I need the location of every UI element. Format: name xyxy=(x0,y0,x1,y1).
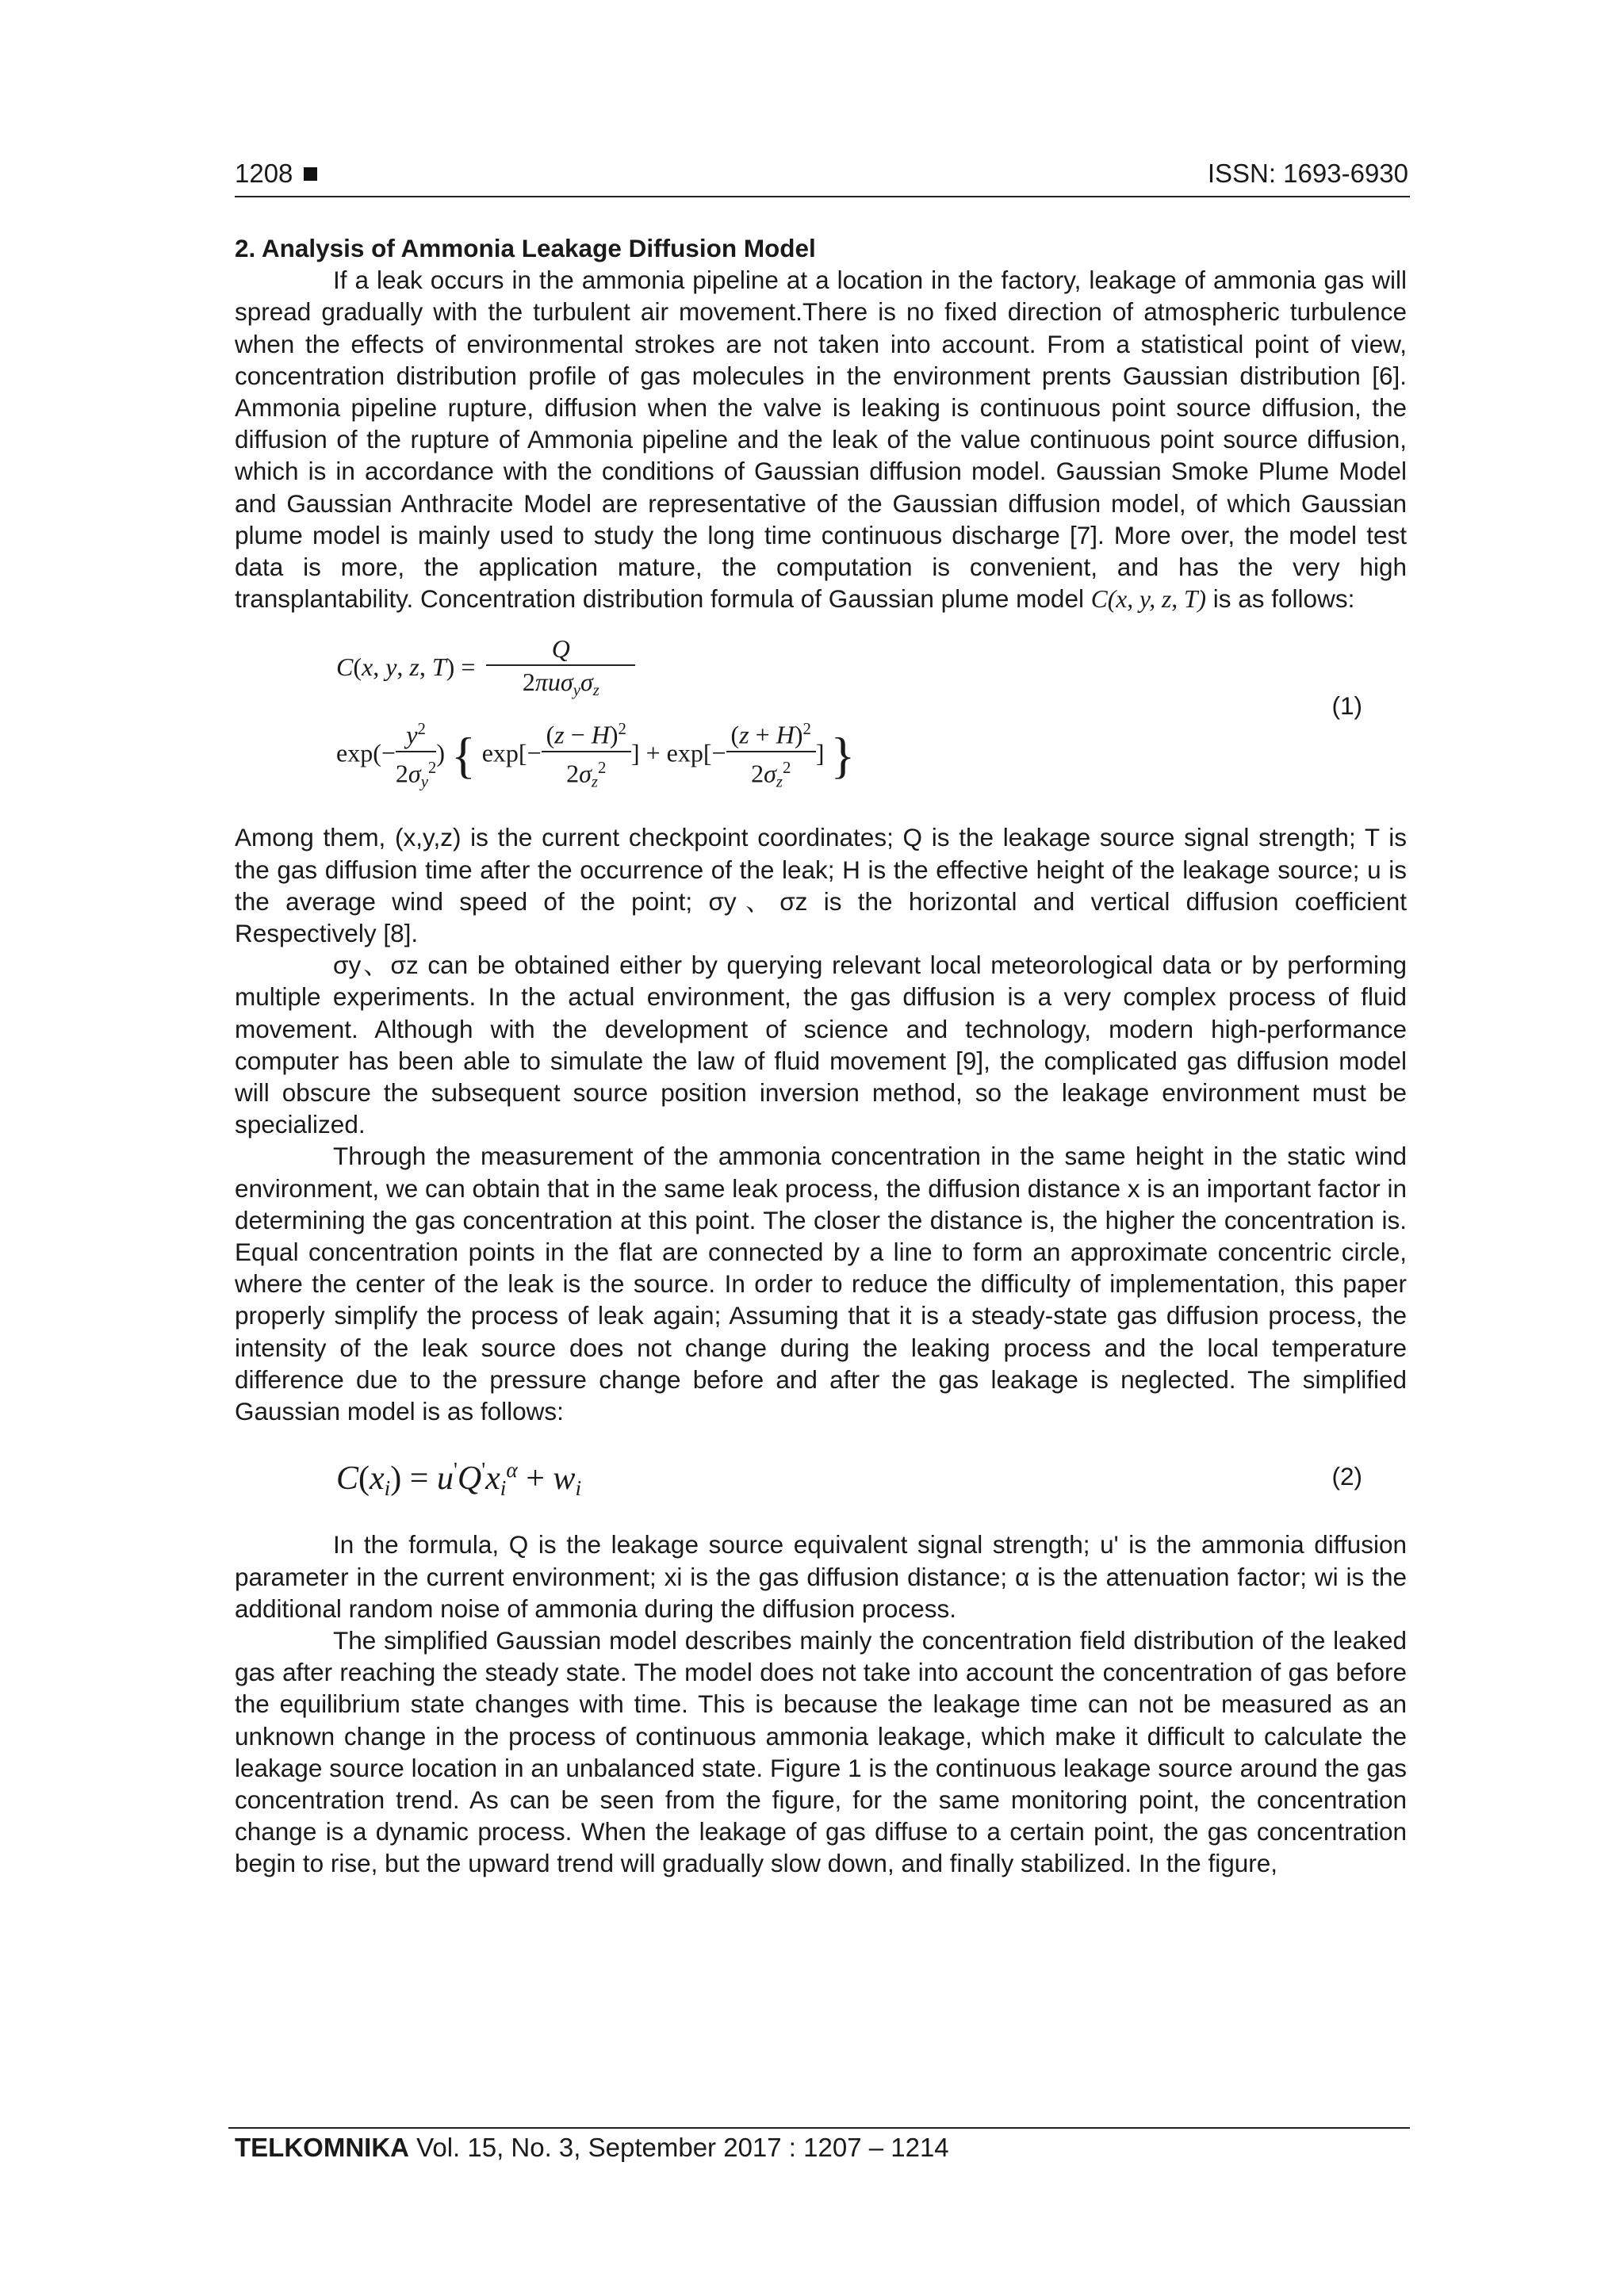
paragraph-1: If a leak occurs in the ammonia pipeline at a location in the factory, leakage of ammonia gas will spread gradually with the turbulent air movement.There is no fixed direction of atmospheric turbulence when the effects of environmental strokes are not taken into account. From a statistical point of view, concentration distribution profile of gas molecules in the environment prents Gaussian distribution [6]. Ammonia pipeline rupture, diffusion when the valve is leaking is continuous point source diffusion, the diffusion of the rupture of Ammonia pipeline and the leak of the value continuous point source diffusion, which is in accordance with the conditions of Gaussian diffusion model. Gaussian Smoke Plume Model and Gaussian Anthracite Model are representative of the Gaussian diffusion model, of which Gaussian plume model is mainly used to study the long time continuous discharge [7]. More over, the model test data is more, the application mature, the computation is convenient, and has the very high transplantability. Concentration distribution formula of Gaussian plume model C(x, y, z, T) is as follows: xyxy=(235,266,1407,614)
paragraph-4: Through the measurement of the ammonia concentration in the same height in the static wind environment, we can obtain that in the same leak process, the diffusion distance x is an important factor in determining the gas concentration at this point. The closer the distance is, the higher the concentration is. Equal concentration points in the flat are connected by a line to form an approximate concentric circle, where the center of the leak is the source. In order to reduce the difficulty of implementation, this paper properly simplify the process of leak again; Assuming that it is a steady-state gas diffusion process, the intensity of the leak source does not change during the leaking process and the local temperature difference due to the pressure change before and after the gas leakage is neglected. The simplified Gaussian model is as follows: xyxy=(235,1142,1407,1426)
section-title: 2. Analysis of Ammonia Leakage Diffusion Model xyxy=(235,234,816,262)
footer-rule xyxy=(228,2127,1410,2129)
eq1-line2: exp(− $\frac{y^2}{2\sigma_y^2}$ ) { exp[− $\frac{(z - H)^2}{2\sigma_z^2}$ ] + exp[− $\frac{(z + H)^2}{2\sigma_z^2}$ ] } xyxy=(336,715,855,796)
page-header xyxy=(235,155,1408,193)
inline-formula: C(x, y, z, T) xyxy=(1090,585,1206,614)
issn: ISSN: 1693-6930 xyxy=(1207,159,1408,188)
page-number-block xyxy=(235,159,317,189)
paragraph-2: Among them, (x,y,z) is the current checkpoint coordinates; Q is the leakage source signal strength; T is the gas diffusion time after the occurrence of the leak; H is the effective height of the leakage source; u is the average wind speed of the point; σy、σz is the horizontal and vertical diffusion coefficient Respectively [8]. xyxy=(235,823,1407,948)
square-bullet-icon xyxy=(304,167,317,181)
equation-1-number: (1) xyxy=(1331,691,1362,721)
journal-name: TELKOMNIKA xyxy=(235,2133,409,2162)
header-rule xyxy=(235,196,1410,197)
paragraph-3: σy、σz can be obtained either by querying relevant local meteorological data or by performing multiple experiments. In the actual environment, the gas diffusion is a very complex process of fluid movement. Although with the development of science and technology, modern high-performance computer has been able to simulate the law of fluid movement [9], the complicated gas diffusion model will obscure the subsequent source position inversion method, so the leakage environment must be specialized. xyxy=(235,951,1407,1139)
eq2-formula: $C(x_i) = u'Q'x_i^\alpha + w_i$ xyxy=(336,1458,582,1501)
paragraph-5: In the formula, Q is the leakage source equivalent signal strength; u' is the ammonia diffusion parameter in the current environment; xi is the gas diffusion distance; α is the attenuation factor; wi is the additional random noise of ammonia during the diffusion process. xyxy=(235,1530,1407,1623)
main-content xyxy=(235,232,1407,1880)
journal-citation: Vol. 15, No. 3, September 2017 : 1207 – 1214 xyxy=(416,2133,949,2162)
page-footer xyxy=(235,2133,949,2163)
equation-1 xyxy=(235,626,1407,815)
eq1-line1: C(x, y, z, T) = $\frac{Q}{2\pi u\sigma_y\sigma_z}$ xyxy=(336,634,635,705)
page-number: 1208 xyxy=(235,159,293,188)
equation-2 xyxy=(235,1443,1407,1514)
equation-2-number: (2) xyxy=(1331,1462,1362,1491)
paragraph-6: The simplified Gaussian model describes mainly the concentration field distribution of the leaked gas after reaching the steady state. The model does not take into account the concentration of gas before the equilibrium state changes with time. This is because the leakage time can not be measured as an unknown change in the process of continuous ammonia leakage, which make it difficult to calculate the leakage source location in an unbalanced state. Figure 1 is the continuous leakage source around the gas concentration trend. As can be seen from the figure, for the same monitoring point, the concentration change is a dynamic process. When the leakage of gas diffuse to a certain point, the gas concentration begin to rise, but the upward trend will gradually slow down, and finally stabilized. In the figure, xyxy=(235,1625,1407,1878)
